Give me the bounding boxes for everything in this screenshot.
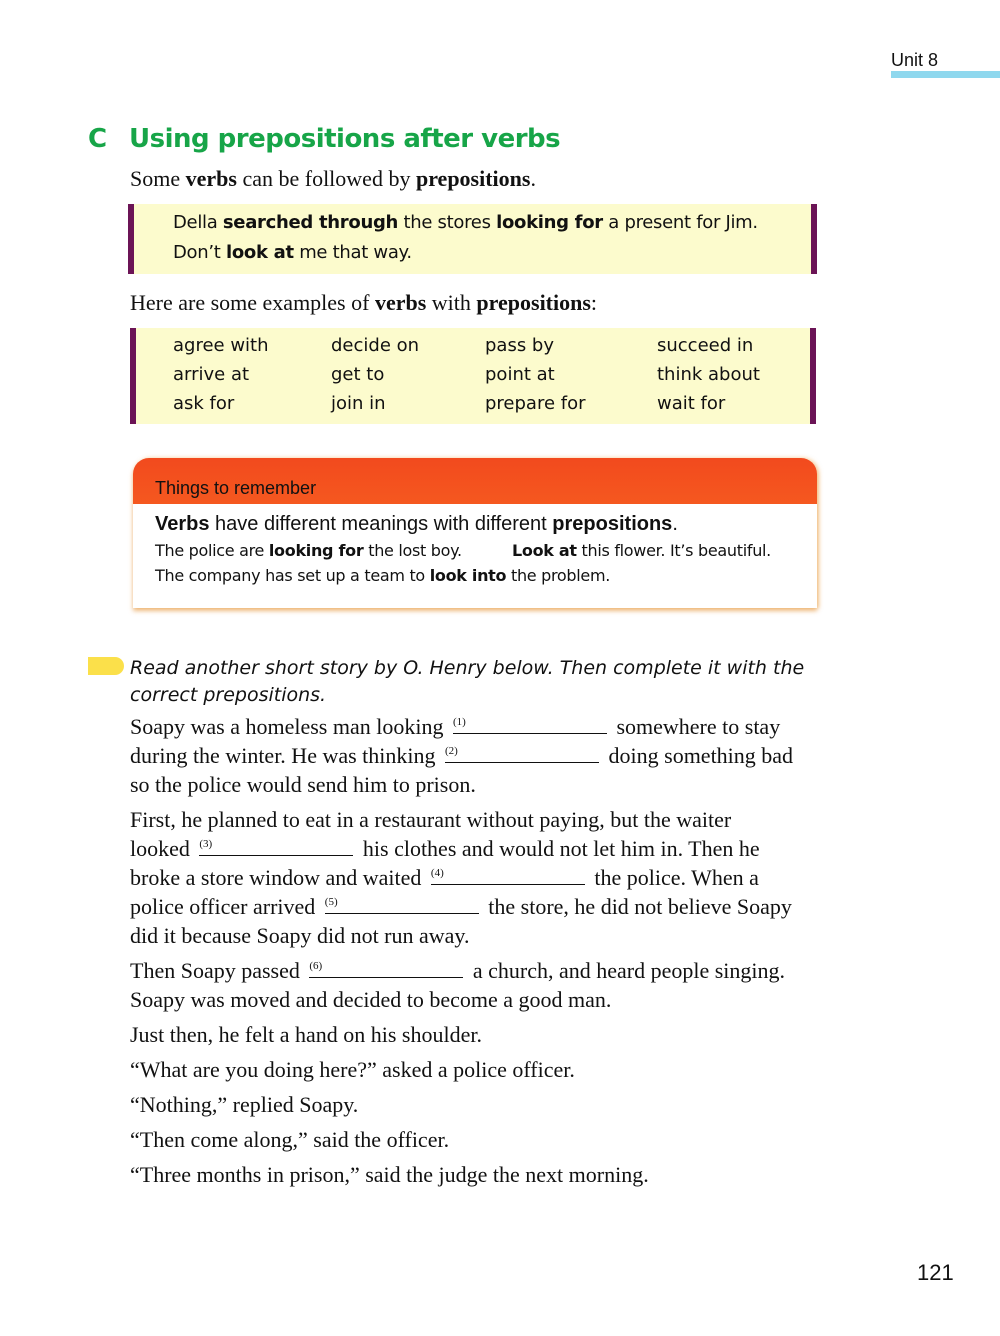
story-line (130, 743, 793, 769)
text: Some (130, 166, 186, 191)
answer-blank[interactable] (325, 897, 479, 914)
intro-text (130, 166, 536, 192)
text: “Three months in prison,” said the judge the next morning. (130, 1162, 649, 1187)
text: police officer arrived (130, 894, 321, 919)
text: looking for (268, 541, 364, 560)
answer-blank[interactable] (453, 717, 607, 734)
verb-grid-box (130, 328, 816, 424)
section-title: Using prepositions after verbs (129, 124, 561, 154)
text: Don’t (173, 242, 226, 263)
verb-item: get to (331, 364, 385, 385)
page-number: 121 (917, 1260, 954, 1285)
story-line (130, 1162, 649, 1188)
verb-item: wait for (657, 393, 726, 414)
instruction-marker (88, 657, 124, 675)
story-line (130, 1022, 482, 1048)
text: broke a store window and waited (130, 865, 427, 890)
verb-item: decide on (331, 335, 420, 356)
story-line (130, 865, 759, 891)
text: his clothes and would not let him in. Then he (357, 836, 760, 861)
blank-number: (4) (430, 867, 444, 879)
text: a church, and heard people singing. (467, 958, 786, 983)
text: prepositions (552, 513, 673, 535)
verb-item: arrive at (173, 364, 250, 385)
verb-item: agree with (173, 335, 269, 356)
unit-label: Unit 8 (891, 50, 939, 70)
verb-item: join in (331, 393, 386, 414)
text: look into (429, 566, 507, 585)
remember-title: Things to remember (133, 458, 817, 504)
instruction-text: Read another short story by O. Henry below. Then complete it with the correct prepositions. (130, 657, 805, 706)
text: Look at (512, 541, 577, 560)
text: can be followed by (236, 166, 416, 191)
remember-example (155, 566, 610, 585)
text: Verbs (155, 513, 210, 535)
text: prepositions (415, 166, 531, 191)
text: “Nothing,” replied Soapy. (130, 1092, 359, 1117)
text: during the winter. He was thinking (130, 743, 442, 768)
text: Soapy was moved and decided to become a good man. (130, 987, 612, 1012)
story-line (130, 987, 611, 1013)
text: Here are some examples of (130, 290, 375, 315)
text: “Then come along,” said the officer. (130, 1127, 450, 1152)
text: looked (130, 836, 196, 861)
verb-item: ask for (173, 393, 235, 414)
answer-blank[interactable] (445, 746, 599, 763)
remember-rule (155, 513, 678, 536)
text: Just then, he felt a hand on his shoulder. (130, 1022, 482, 1047)
text: me that way. (293, 242, 412, 263)
text: the problem. (506, 566, 611, 585)
text: so the police would send him to prison. (130, 772, 476, 797)
verb-item: think about (657, 364, 760, 385)
answer-blank[interactable] (309, 961, 463, 978)
text: searched through (222, 212, 399, 233)
answer-blank[interactable] (199, 839, 353, 856)
text: The police are (155, 541, 269, 560)
blank-number: (1) (452, 716, 466, 728)
blank-number: (5) (324, 896, 338, 908)
text: prepositions (476, 290, 591, 315)
text: The company has set up a team to (155, 566, 430, 585)
story-line (130, 1092, 358, 1118)
text: the police. When a (588, 865, 759, 890)
text: Soapy was a homeless man looking (130, 714, 449, 739)
remember-example (155, 541, 462, 560)
text: this flower. It’s beautiful. (576, 541, 771, 560)
story-line (130, 807, 731, 833)
story-line (130, 958, 785, 984)
remember-example (512, 541, 771, 560)
text: have different meanings with different (209, 513, 553, 535)
story-line (130, 836, 760, 862)
text: First, he planned to eat in a restaurant without paying, but the waiter (130, 807, 732, 832)
unit-bar (891, 71, 1000, 78)
text: verbs (185, 166, 237, 191)
text: doing something bad (603, 743, 794, 768)
blank-number: (3) (199, 838, 213, 850)
text: the store, he did not believe Soapy (482, 894, 792, 919)
text: looking for (496, 212, 603, 233)
text: Then Soapy passed (130, 958, 306, 983)
text: : (590, 290, 598, 315)
example-box (128, 204, 817, 274)
verb-item: pass by (485, 335, 555, 356)
text: . (530, 166, 536, 191)
text: “What are you doing here?” asked a police officer. (130, 1057, 575, 1082)
text: verbs (374, 290, 427, 315)
blank-number: (2) (445, 745, 458, 757)
text: the lost boy. (363, 541, 462, 560)
examples-intro (130, 290, 597, 316)
example-line (173, 212, 758, 233)
story-line (130, 1057, 575, 1083)
text: the stores (398, 212, 497, 233)
story-line (130, 714, 780, 740)
text: . (672, 513, 678, 535)
text: with (426, 290, 477, 315)
verb-item: point at (485, 364, 555, 385)
blank-number: (6) (309, 960, 323, 972)
text: Della (173, 212, 223, 233)
text: look at (225, 242, 294, 263)
verb-item: prepare for (485, 393, 586, 414)
things-to-remember-box (133, 458, 817, 608)
story-line (130, 894, 792, 920)
verb-item: succeed in (657, 335, 754, 356)
text: a present for Jim. (602, 212, 758, 233)
story-line (130, 1127, 449, 1153)
section-letter: C (88, 124, 108, 154)
text: somewhere to stay (610, 714, 781, 739)
example-line (173, 242, 412, 263)
story-line (130, 772, 476, 798)
answer-blank[interactable] (431, 868, 585, 885)
text: did it because Soapy did not run away. (130, 923, 470, 948)
story-line (130, 923, 470, 949)
